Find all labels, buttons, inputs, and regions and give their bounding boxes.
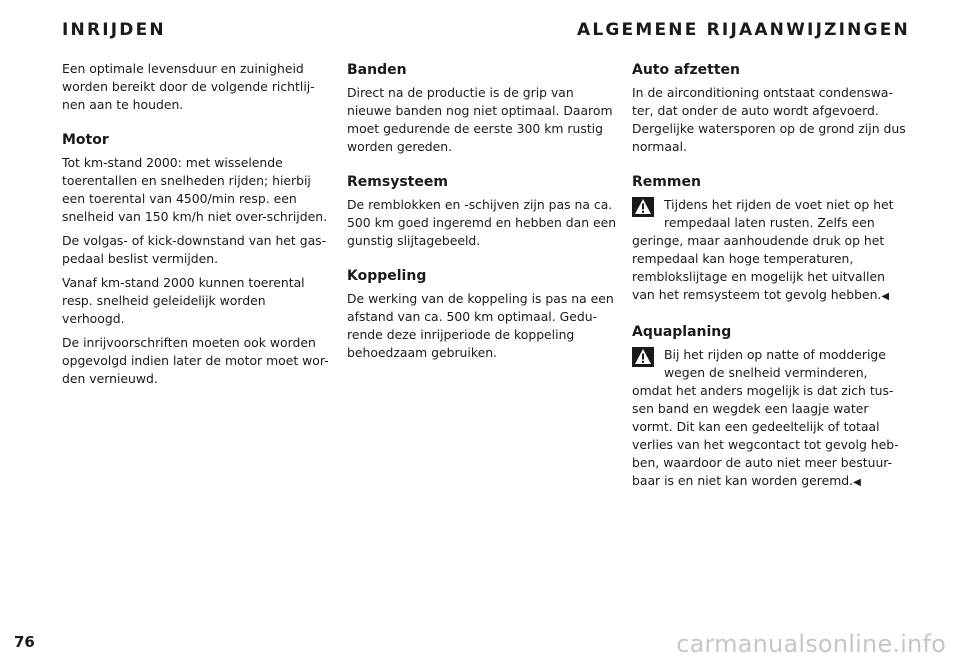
intro-paragraph: Een optimale levensduur en zuinigheid worden bereikt door de volgende richtlij-nen aan te houden. [62,61,315,112]
remsysteem-paragraph: De remblokken en -schijven zijn pas na ca. 500 km goed ingeremd en hebben dan een gunstig slijtagebeeld. [347,197,617,248]
column-1 [62,60,332,388]
motor-paragraph-4: De inrijvoorschriften moeten ook worden opgevolgd indien later de motor moet wor-den vernieuwd. [62,335,329,386]
aquaplaning-heading: Aquaplaning [632,324,732,340]
warning-triangle-icon [632,347,654,367]
remmen-warning [632,196,910,306]
remsysteem-heading: Remsysteem [347,174,448,190]
auto-afzetten-paragraph: In de airconditioning ontstaat condenswa-ter, dat onder de auto wordt afgevoerd. Dergelijke watersporen op de grond zijn dus normaal. [632,85,906,154]
koppeling-paragraph: De werking van de koppeling is pas na een afstand van ca. 500 km optimaal. Gedu-rende deze inrijperiode de koppeling behoedzaam gebruiken. [347,291,614,360]
column-3 [632,60,910,492]
koppeling-heading: Koppeling [347,268,427,284]
watermark: carmanualsonline.info [676,630,946,658]
banden-heading: Banden [347,62,407,78]
motor-paragraph-2: De volgas- of kick-downstand van het gas-pedaal beslist vermijden. [62,233,327,266]
aquaplaning-warning [632,346,910,492]
warning-triangle-icon [632,197,654,217]
remmen-paragraph: Tijdens het rijden de voet niet op het rempedaal laten rusten. Zelfs een geringe, maar aanhoudende druk op het rempedaal kan hoge temperaturen, remblokslijtage en mogelijk het uitvallen van het remsysteem tot gevolg hebben. [632,197,894,302]
aquaplaning-paragraph: Bij het rijden op natte of modderige wegen de snelheid verminderen, omdat het anders mogelijk is dat zich tus-sen band en wegdek een laagje water vormt. Dit kan een gedeeltelijk of totaal verlies van het wegcontact tot gevolg heb-ben, waardoor de auto niet meer bestuur-baar is en niet kan worden geremd. [632,347,899,488]
end-of-warning-icon: ◀ [853,477,861,488]
banden-paragraph: Direct na de productie is de grip van nieuwe banden nog niet optimaal. Daarom moet gedurende de eerste 300 km rustig worden gereden. [347,85,613,154]
motor-heading: Motor [62,132,109,148]
auto-afzetten-heading: Auto afzetten [632,62,741,78]
motor-paragraph-1: Tot km-stand 2000: met wisselende toerentallen en snelheden rijden; hierbij een toerental van 4500/min resp. een snelheid van 150 km/h niet over-schrijden. [62,155,328,224]
motor-paragraph-3: Vanaf km-stand 2000 kunnen toerental resp. snelheid geleidelijk worden verhoogd. [62,275,305,326]
remmen-heading: Remmen [632,174,701,190]
column-2 [347,60,619,362]
section-title-right: ALGEMENE RIJAANWIJZINGEN [576,20,910,40]
end-of-warning-icon: ◀ [881,291,890,302]
page-number: 76 [14,633,35,651]
section-title-left: INRIJDEN [62,20,166,40]
